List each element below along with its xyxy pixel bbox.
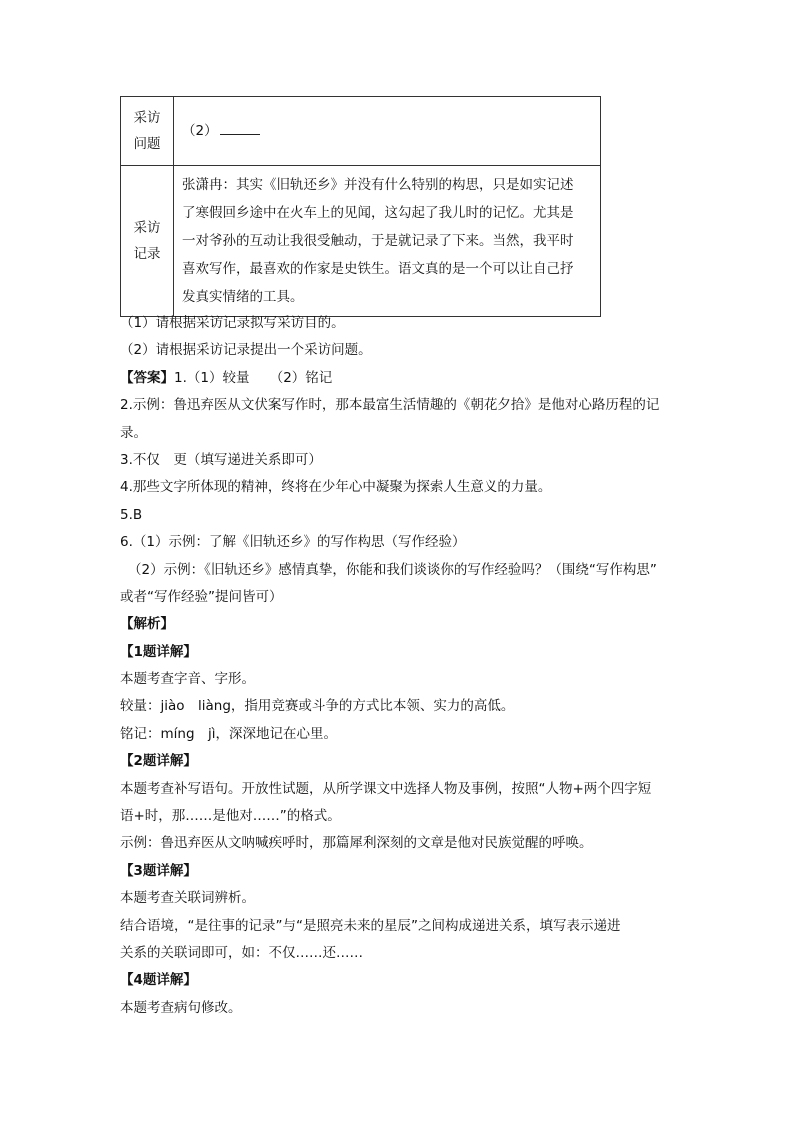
answer-line (120, 365, 680, 392)
record-line: 一对爷孙的互动让我很受触动，于是就记录了下来。当然，我平时 (182, 233, 574, 249)
answer-2-line: 2.示例：鲁迅弃医从文伏案写作时，那本最富生活情趣的《朝花夕拾》是他对心路历程的记 (120, 397, 660, 414)
record-line: 喜欢写作，最喜欢的作家是史铁生。语文真的是一个可以让自己抒 (182, 261, 574, 277)
analysis-line: 本题考查关联词辨析。 (120, 890, 255, 907)
answer-3: 3.不仅 更（填写递进关系即可） (120, 451, 322, 468)
analysis-line: 本题考查病句修改。 (120, 999, 242, 1016)
record-line: 张潇冉：其实《旧轨还乡》并没有什么特别的构思，只是如实记述 (182, 177, 574, 193)
table-row-record (121, 166, 601, 317)
question-line: （2）请根据采访记录提出一个采访问题。 (120, 342, 372, 359)
analysis-line: 示例：鲁迅弃医从文呐喊疾呼时，那篇犀利深刻的文章是他对民族觉醒的呼唤。 (120, 835, 593, 852)
answer-blank (220, 120, 260, 135)
analysis-line: 本题考查字音、字形。 (120, 671, 255, 688)
record-line: 发真实情绪的工具。 (182, 289, 304, 305)
q4-label: 【4题详解】 (120, 972, 197, 989)
answer-2-line: 录。 (120, 424, 147, 441)
interview-table (120, 96, 601, 317)
table-row-question (121, 97, 601, 166)
analysis-line: 本题考查补写语句。开放性试题，从所学课文中选择人物及事例，按照“人物+两个四字短 (120, 780, 652, 797)
answer-6-line: 或者“写作经验”提问皆可） (120, 588, 283, 605)
header-line: 记录 (133, 246, 161, 262)
row-header-question (121, 97, 174, 166)
header-line: 采访 (133, 220, 161, 236)
q1-label: 【1题详解】 (120, 643, 197, 660)
answer-label: 【答案】 (120, 369, 174, 386)
answer-6-line: 6.（1）示例：了解《旧轨还乡》的写作构思（写作经验） (120, 534, 466, 551)
header-line: 问题 (133, 136, 161, 152)
body-text (120, 310, 680, 1022)
record-cell (174, 166, 601, 317)
analysis-label: 【解析】 (120, 616, 174, 633)
answer-5: 5.B (120, 506, 143, 523)
row-header-record (121, 166, 174, 317)
question-number: （2） (182, 123, 218, 139)
q3-label: 【3题详解】 (120, 862, 197, 879)
answer-4: 4.那些文字所体现的精神，终将在少年心中凝聚为探索人生意义的力量。 (120, 479, 552, 496)
answer-6-line: （2）示例：《旧轨还乡》感情真挚，你能和我们谈谈你的写作经验吗？（围绕“写作构思” (128, 561, 657, 578)
analysis-line: 结合语境，“是往事的记录”与“是照亮未来的星辰”之间构成递进关系，填写表示递进 (120, 917, 621, 934)
analysis-line: 语+时，那……是他对……”的格式。 (120, 808, 341, 825)
analysis-line: 较量：jiào liàng，指用竞赛或斗争的方式比本领、实力的高低。 (120, 698, 515, 715)
analysis-line: 铭记：míng jì，深深地记在心里。 (120, 725, 338, 742)
question-cell (174, 97, 601, 166)
record-line: 了寒假回乡途中在火车上的见闻，这勾起了我儿时的记忆。尤其是 (182, 205, 574, 221)
question-line: （1）请根据采访记录拟写采访目的。 (120, 315, 345, 331)
header-line: 采访 (133, 110, 161, 126)
analysis-line: 关系的关联词即可，如：不仅……还…… (120, 944, 363, 961)
answer-1: 1.（1）较量 （2）铭记 (174, 369, 333, 386)
q2-label: 【2题详解】 (120, 753, 197, 770)
